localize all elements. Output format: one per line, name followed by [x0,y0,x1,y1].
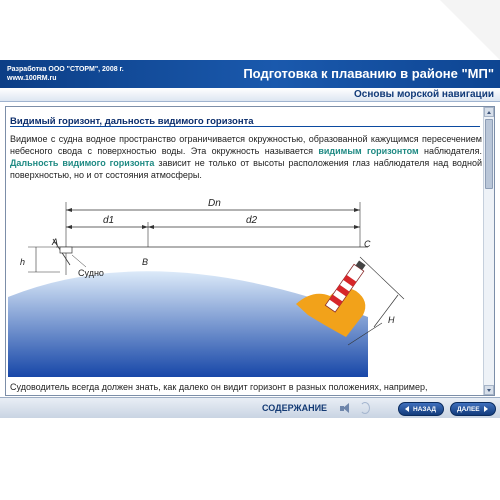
paragraph-text: зависит не только от высоты расположения глаз наблюдателя над водной поверхностью, но и от состояния атмосферы. [10,158,482,180]
section-title: Видимый горизонт, дальность видимого горизонта [10,116,254,127]
label-point-c: C [364,239,371,249]
next-button[interactable] [450,402,496,416]
horizon-range-diagram [8,177,484,377]
content-panel [5,106,495,396]
sound-icon[interactable] [340,403,352,414]
subheader-bar [0,88,500,102]
sound-waves-icon [360,402,370,414]
label-point-b: B [142,257,149,267]
footer-bar [0,397,500,418]
earth-sea-surface [8,271,368,377]
developer-credit-line: Разработка ООО "СТОРМ", 2008 г. [7,66,124,73]
dim-lighthouse-top [360,257,404,299]
label-h: h [20,257,26,267]
label-ship: Судно [78,268,104,278]
header-bar [0,60,500,88]
arrow-left-icon [405,406,409,412]
paragraph-text: Видимое с судна водное пространство ограничивается окружностью, образованной кажущимся пересечением небесного свода с поверхностью воды. Эта окружность называется [10,134,482,156]
ship-icon [60,247,72,253]
scroll-thumb[interactable] [485,119,493,189]
section-heading [10,111,480,127]
content-scrollbar[interactable] [483,107,494,395]
scroll-down-button[interactable] [484,385,494,395]
label-dn: Dn [208,198,221,209]
continuation-paragraph: Судоводитель всегда должен знать, как далеко он видит горизонт в разных положениях, например, [10,382,428,392]
module-subtitle: Основы морской навигации [354,89,494,100]
paragraph-text: наблюдателя. [418,146,482,156]
back-button[interactable] [398,402,444,416]
contents-link[interactable]: СОДЕРЖАНИЕ [262,403,328,413]
scroll-up-button[interactable] [484,107,494,117]
term-horizon-range: Дальность видимого горизонта [10,158,155,168]
arrow-right-icon [484,406,488,412]
developer-credit [7,65,124,83]
term-visible-horizon: видимым горизонтом [318,146,419,156]
app-window [0,60,500,418]
label-d1: d1 [103,215,115,226]
intro-paragraph [10,133,482,181]
label-point-a: A [52,237,59,247]
label-big-h: H [388,315,395,325]
developer-website: www.100RM.ru [7,75,57,82]
course-title: Подготовка к плаванию в районе "МП" [243,66,494,81]
next-button-label: ДАЛЕЕ [457,405,480,413]
page-corner-fold [440,0,500,60]
back-button-label: НАЗАД [413,405,437,413]
label-d2: d2 [246,215,258,226]
